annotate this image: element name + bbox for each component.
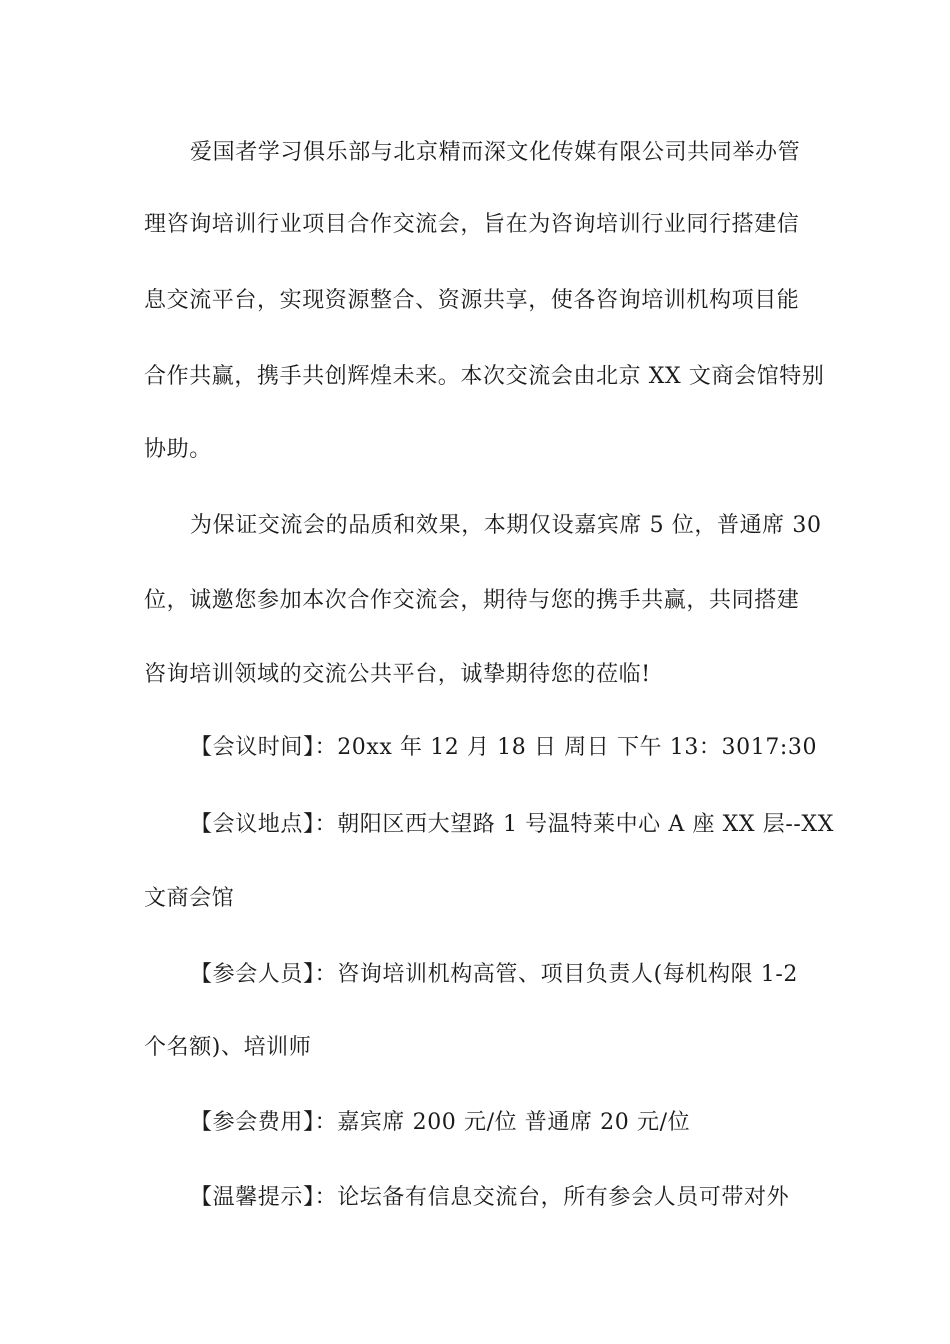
meeting-time: 【会议时间】：20xx 年 12 月 18 日 周日 下午 13：3017:30: [190, 735, 818, 760]
meeting-location-line-1: 【会议地点】：朝阳区西大望路 1 号温特莱中心 A 座 XX 层--XX: [190, 812, 834, 837]
attendees-line-2: 个名额)、培训师: [144, 1035, 312, 1060]
paragraph-1-line-1: 爱国者学习俱乐部与北京精而深文化传媒有限公司共同举办管: [190, 140, 801, 165]
paragraph-2-line-1: 为保证交流会的品质和效果，本期仅设嘉宾席 5 位，普通席 30: [190, 513, 822, 538]
meeting-location-line-2: 文商会馆: [144, 886, 235, 911]
paragraph-2-line-2: 位，诚邀您参加本次合作交流会，期待与您的携手共赢，共同搭建: [144, 588, 800, 613]
attendees-line-1: 【参会人员】：咨询培训机构高管、项目负责人(每机构限 1-2: [190, 962, 799, 987]
paragraph-1-line-2: 理咨询培训行业项目合作交流会，旨在为咨询培训行业同行搭建信: [144, 212, 800, 237]
paragraph-1-line-5: 协助。: [144, 437, 212, 462]
paragraph-2-line-3: 咨询培训领域的交流公共平台，诚挚期待您的莅临!: [144, 662, 651, 687]
tips: 【温馨提示】：论坛备有信息交流台，所有参会人员可带对外: [190, 1185, 790, 1210]
paragraph-1-line-4: 合作共赢，携手共创辉煌未来。本次交流会由北京 XX 文商会馆特别: [144, 364, 825, 389]
fees: 【参会费用】：嘉宾席 200 元/位 普通席 20 元/位: [190, 1110, 691, 1135]
paragraph-1-line-3: 息交流平台，实现资源整合、资源共享，使各咨询培训机构项目能: [144, 288, 800, 313]
